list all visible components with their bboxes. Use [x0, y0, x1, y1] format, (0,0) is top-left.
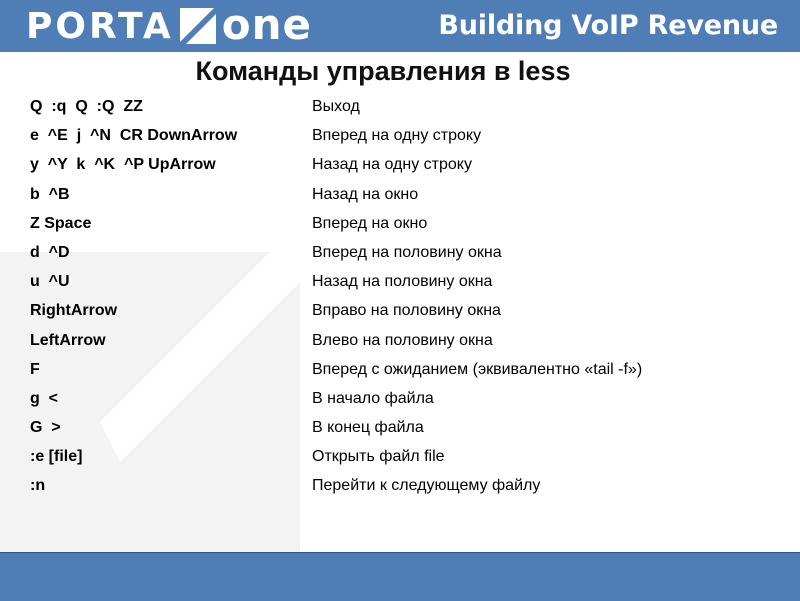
tagline: Building VoIP Revenue — [438, 10, 778, 41]
command-description: Вперед на окно — [312, 214, 428, 232]
command-row — [30, 183, 770, 212]
command-keys: y ^Y k ^K ^P UpArrow — [30, 156, 216, 174]
command-description: В начало файла — [312, 389, 434, 407]
command-description: В конец файла — [312, 419, 424, 437]
command-keys: F — [30, 360, 40, 378]
command-row — [30, 445, 770, 474]
command-keys: LeftArrow — [30, 331, 106, 349]
command-keys: d ^D — [30, 243, 70, 261]
command-row — [30, 416, 770, 445]
command-row — [30, 299, 770, 328]
command-description: Вперед с ожиданием (эквивалентно «tail -f») — [312, 360, 643, 378]
command-keys: :n — [30, 477, 46, 495]
command-description: Назад на одну строку — [312, 156, 472, 174]
command-table — [30, 95, 770, 504]
command-description: Перейти к следующему файлу — [312, 477, 541, 495]
command-row — [30, 95, 770, 124]
command-keys: G > — [30, 419, 61, 437]
command-row — [30, 270, 770, 299]
portaone-logo — [26, 0, 312, 49]
header-bar — [0, 0, 800, 52]
command-row — [30, 241, 770, 270]
command-keys: :e [file] — [30, 448, 83, 466]
command-description: Вправо на половину окна — [312, 302, 501, 320]
command-keys: g < — [30, 389, 59, 407]
command-description: Открыть файл file — [312, 448, 445, 466]
portaone-slash-mark-icon — [180, 8, 216, 44]
command-row — [30, 329, 770, 358]
logo-text-porta: PORTA — [26, 5, 174, 47]
logo-text-one: one — [221, 0, 312, 49]
command-keys: RightArrow — [30, 302, 118, 320]
command-row — [30, 387, 770, 416]
command-row — [30, 153, 770, 182]
command-description: Вперед на одну строку — [312, 127, 482, 145]
command-row — [30, 212, 770, 241]
command-keys: e ^E j ^N CR DownArrow — [30, 127, 238, 145]
command-row — [30, 124, 770, 153]
command-description: Выход — [312, 98, 360, 115]
command-keys: Q :q Q :Q ZZ — [30, 98, 143, 115]
slide-title: Команды управления в less — [195, 56, 571, 86]
command-keys: u ^U — [30, 273, 70, 291]
command-row — [30, 474, 770, 503]
command-row — [30, 358, 770, 387]
command-keys: b ^B — [30, 185, 70, 203]
command-description: Назад на окно — [312, 185, 419, 203]
command-description: Назад на половину окна — [312, 273, 493, 291]
command-description: Вперед на половину окна — [312, 243, 502, 261]
command-description: Влево на половину окна — [312, 331, 493, 349]
command-keys: Z Space — [30, 214, 92, 232]
footer-bar — [0, 552, 800, 601]
